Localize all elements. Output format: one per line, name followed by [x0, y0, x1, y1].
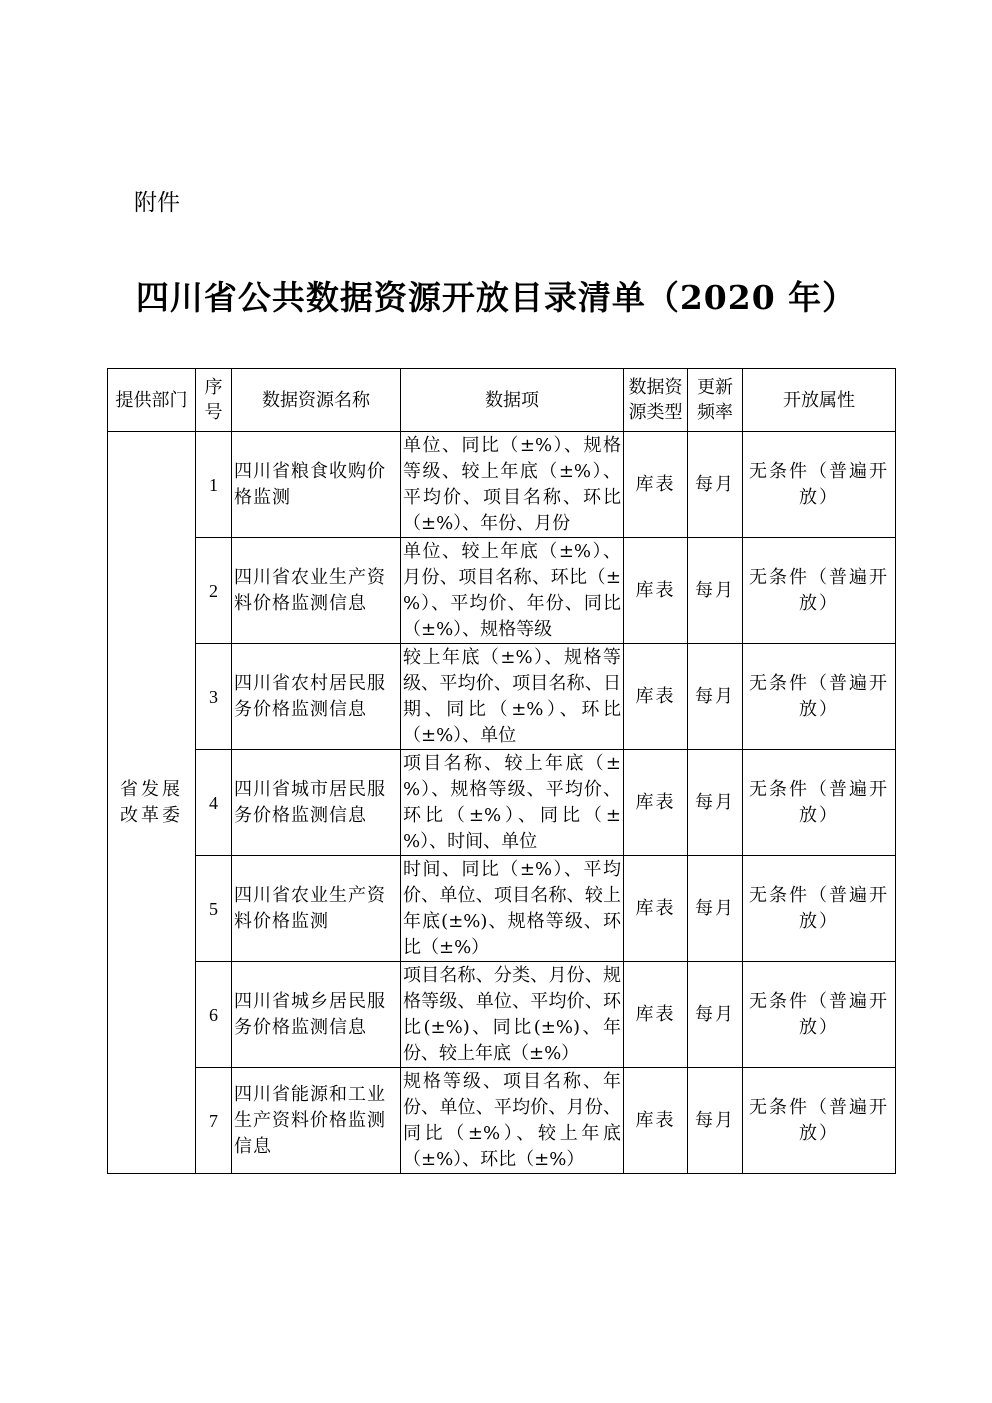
- header-attr: 开放属性: [743, 369, 896, 432]
- name-cell: 四川省农业生产资料价格监测: [232, 856, 401, 962]
- header-items: 数据项: [401, 369, 624, 432]
- header-dept: 提供部门: [108, 369, 196, 432]
- header-row: [108, 369, 896, 432]
- name-cell: 四川省农业生产资料价格监测信息: [232, 538, 401, 644]
- items-cell: 项目名称、较上年底（±%）、规格等级、平均价、环比（±%）、同比（±%）、时间、单位: [401, 750, 624, 856]
- freq-cell: 每月: [688, 750, 743, 856]
- seq-cell: 7: [196, 1068, 232, 1174]
- items-cell: 规格等级、项目名称、年份、单位、平均价、月份、同比（±%）、较上年底（±%）、环比（±%）: [401, 1068, 624, 1174]
- freq-cell: 每月: [688, 1068, 743, 1174]
- type-cell: 库表: [624, 962, 688, 1068]
- seq-cell: 4: [196, 750, 232, 856]
- seq-cell: 3: [196, 644, 232, 750]
- catalog-table: [107, 368, 896, 1174]
- table-row: [108, 962, 896, 1068]
- type-cell: 库表: [624, 538, 688, 644]
- name-cell: 四川省农村居民服务价格监测信息: [232, 644, 401, 750]
- type-cell: 库表: [624, 432, 688, 538]
- attr-cell: 无条件（普遍开放）: [743, 538, 896, 644]
- type-cell: 库表: [624, 750, 688, 856]
- type-cell: 库表: [624, 1068, 688, 1174]
- attr-cell: 无条件（普遍开放）: [743, 644, 896, 750]
- header-freq: 更新频率: [688, 369, 743, 432]
- table-row: [108, 432, 896, 538]
- attr-cell: 无条件（普遍开放）: [743, 856, 896, 962]
- header-name: 数据资源名称: [232, 369, 401, 432]
- freq-cell: 每月: [688, 856, 743, 962]
- type-cell: 库表: [624, 644, 688, 750]
- dept-cell: 省发展改革委: [108, 432, 196, 1174]
- seq-cell: 6: [196, 962, 232, 1068]
- page-title: 四川省公共数据资源开放目录清单（2020 年）: [135, 278, 857, 317]
- seq-cell: 2: [196, 538, 232, 644]
- items-cell: 项目名称、分类、月份、规格等级、单位、平均价、环比(±%)、同比(±%)、年份、较上年底（±%）: [401, 962, 624, 1068]
- items-cell: 单位、同比（±%）、规格等级、较上年底（±%）、平均价、项目名称、环比（±%）、年份、月份: [401, 432, 624, 538]
- header-type: 数据资源类型: [624, 369, 688, 432]
- seq-cell: 1: [196, 432, 232, 538]
- freq-cell: 每月: [688, 962, 743, 1068]
- seq-cell: 5: [196, 856, 232, 962]
- table-row: [108, 538, 896, 644]
- name-cell: 四川省粮食收购价格监测: [232, 432, 401, 538]
- table-row: [108, 856, 896, 962]
- freq-cell: 每月: [688, 538, 743, 644]
- attr-cell: 无条件（普遍开放）: [743, 750, 896, 856]
- freq-cell: 每月: [688, 432, 743, 538]
- attr-cell: 无条件（普遍开放）: [743, 962, 896, 1068]
- items-cell: 较上年底（±%）、规格等级、平均价、项目名称、日期、同比（±%）、环比（±%）、单位: [401, 644, 624, 750]
- name-cell: 四川省能源和工业生产资料价格监测信息: [232, 1068, 401, 1174]
- header-seq: 序号: [196, 369, 232, 432]
- items-cell: 时间、同比（±%）、平均价、单位、项目名称、较上年底(±%)、规格等级、环比（±%）: [401, 856, 624, 962]
- name-cell: 四川省城市居民服务价格监测信息: [232, 750, 401, 856]
- type-cell: 库表: [624, 856, 688, 962]
- name-cell: 四川省城乡居民服务价格监测信息: [232, 962, 401, 1068]
- freq-cell: 每月: [688, 644, 743, 750]
- table-row: [108, 644, 896, 750]
- attr-cell: 无条件（普遍开放）: [743, 1068, 896, 1174]
- attr-cell: 无条件（普遍开放）: [743, 432, 896, 538]
- attachment-label: 附件: [134, 190, 180, 216]
- items-cell: 单位、较上年底（±%）、月份、项目名称、环比（±%）、平均价、年份、同比（±%）、规格等级: [401, 538, 624, 644]
- table-row: [108, 750, 896, 856]
- table-row: [108, 1068, 896, 1174]
